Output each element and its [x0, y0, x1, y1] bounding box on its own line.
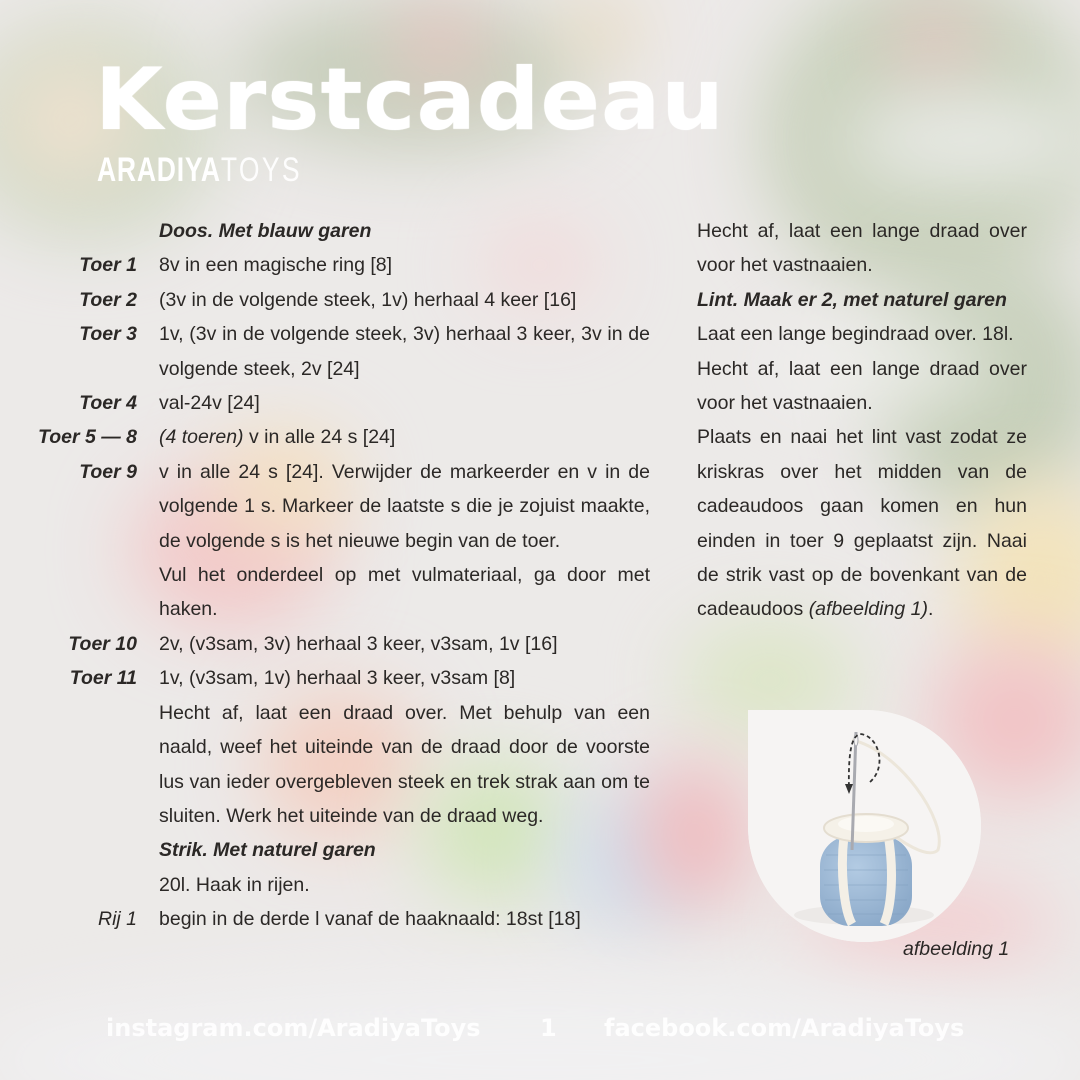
- page-title: Kerstcadeau: [95, 50, 725, 150]
- round-label: Toer 2: [79, 288, 137, 311]
- round-label: Toer 11: [69, 667, 137, 690]
- crochet-gift-box-photo: [748, 710, 981, 942]
- row-instruction: begin in de derde l vanaf de haaknaald: 18st [18]: [159, 908, 581, 931]
- round-label: Toer 10: [68, 632, 137, 655]
- section-heading-row: [20, 833, 650, 867]
- note-row: [20, 558, 650, 627]
- row-row: [20, 902, 650, 936]
- round-row: [20, 661, 650, 695]
- ribbon-finish-note: Hecht af, laat een lange draad over voor het vastnaaien.: [697, 357, 1027, 415]
- round-instruction: 1v, (3v in de volgende steek, 3v) herhaal 3 keer, 3v in de volgende steek, 2v [24]: [159, 323, 650, 380]
- section-heading-bow: Strik. Met naturel garen: [159, 839, 376, 862]
- facebook-link[interactable]: facebook.com/AradiyaToys: [604, 1014, 965, 1042]
- figure-reference: (afbeelding 1): [808, 598, 928, 621]
- instagram-link[interactable]: instagram.com/AradiyaToys: [106, 1014, 481, 1042]
- brand-logo: [97, 150, 302, 190]
- round-label: Toer 4: [79, 392, 137, 415]
- round-row: [20, 386, 650, 420]
- round-label: Toer 9: [79, 460, 137, 483]
- pattern-right-column: [697, 214, 1027, 627]
- brand-name-bold: ARADIYA: [97, 151, 221, 189]
- round-count-note: (4 toeren): [159, 426, 244, 449]
- note-row: [20, 696, 650, 834]
- footer-social-links: [0, 1010, 1080, 1046]
- assembly-note: Plaats en naai het lint vast zodat ze kriskras over het midden van de cadeaudoos gaan komen en hun einden in toer 9 geplaatst zijn. Naai de strik vast op de bovenkant van de cadeaudoos (afbeelding 1).: [697, 426, 1027, 621]
- round-row: [20, 420, 650, 454]
- pattern-left-column: [20, 214, 650, 937]
- bow-intro: 20l. Haak in rijen.: [159, 873, 310, 896]
- round-label: Toer 5 — 8: [38, 426, 137, 449]
- round-row: [20, 317, 650, 386]
- blue-box-body: [820, 836, 912, 926]
- section-heading-box: Doos. Met blauw garen: [159, 220, 372, 242]
- round-row: [20, 627, 650, 661]
- figure-photo: [748, 710, 981, 942]
- ribbon-start-note: Laat een lange begindraad over. 18l.: [697, 323, 1014, 346]
- round-instruction: 8v in een magische ring [8]: [159, 254, 393, 277]
- round-instruction: 2v, (v3sam, 3v) herhaal 3 keer, v3sam, 1v [16]: [159, 632, 558, 655]
- round-instruction: (4 toeren) v in alle 24 s [24]: [159, 426, 396, 449]
- round-instruction: 1v, (v3sam, 1v) herhaal 3 keer, v3sam [8]: [159, 667, 516, 690]
- note-row: [20, 868, 650, 902]
- bow-finish-note: Hecht af, laat een lange draad over voor het vastnaaien.: [697, 220, 1027, 277]
- round-label: Toer 1: [79, 254, 137, 277]
- page-number: 1: [540, 1014, 557, 1042]
- stuffing-note: Vul het onderdeel op met vulmateriaal, ga door met haken.: [159, 564, 650, 621]
- section-heading-ribbon: Lint. Maak er 2, met naturel garen: [697, 288, 1007, 311]
- finishing-note: Hecht af, laat een draad over. Met behulp van een naald, weef het uiteinde van de draad door de voorste lus van ieder overgebleven steek en trek strak aan om te sluiten. Werk het uiteinde van de draad weg.: [159, 701, 650, 827]
- round-row: [20, 248, 650, 282]
- figure-caption: afbeelding 1: [903, 938, 1010, 960]
- round-label: Toer 3: [79, 323, 137, 346]
- round-instruction: (3v in de volgende steek, 1v) herhaal 4 keer [16]: [159, 288, 577, 311]
- round-row: [20, 455, 650, 558]
- round-instruction: val-24v [24]: [159, 392, 260, 415]
- section-heading-row: [20, 214, 650, 248]
- round-instruction: v in alle 24 s [24]. Verwijder de markeerder en v in de volgende 1 s. Markeer de laatste s die je zojuist maakte, de volgende s is het nieuwe begin van de toer.: [159, 460, 650, 552]
- round-row: [20, 283, 650, 317]
- brand-name-light: TOYS: [220, 151, 302, 189]
- row-label: Rij 1: [97, 908, 137, 931]
